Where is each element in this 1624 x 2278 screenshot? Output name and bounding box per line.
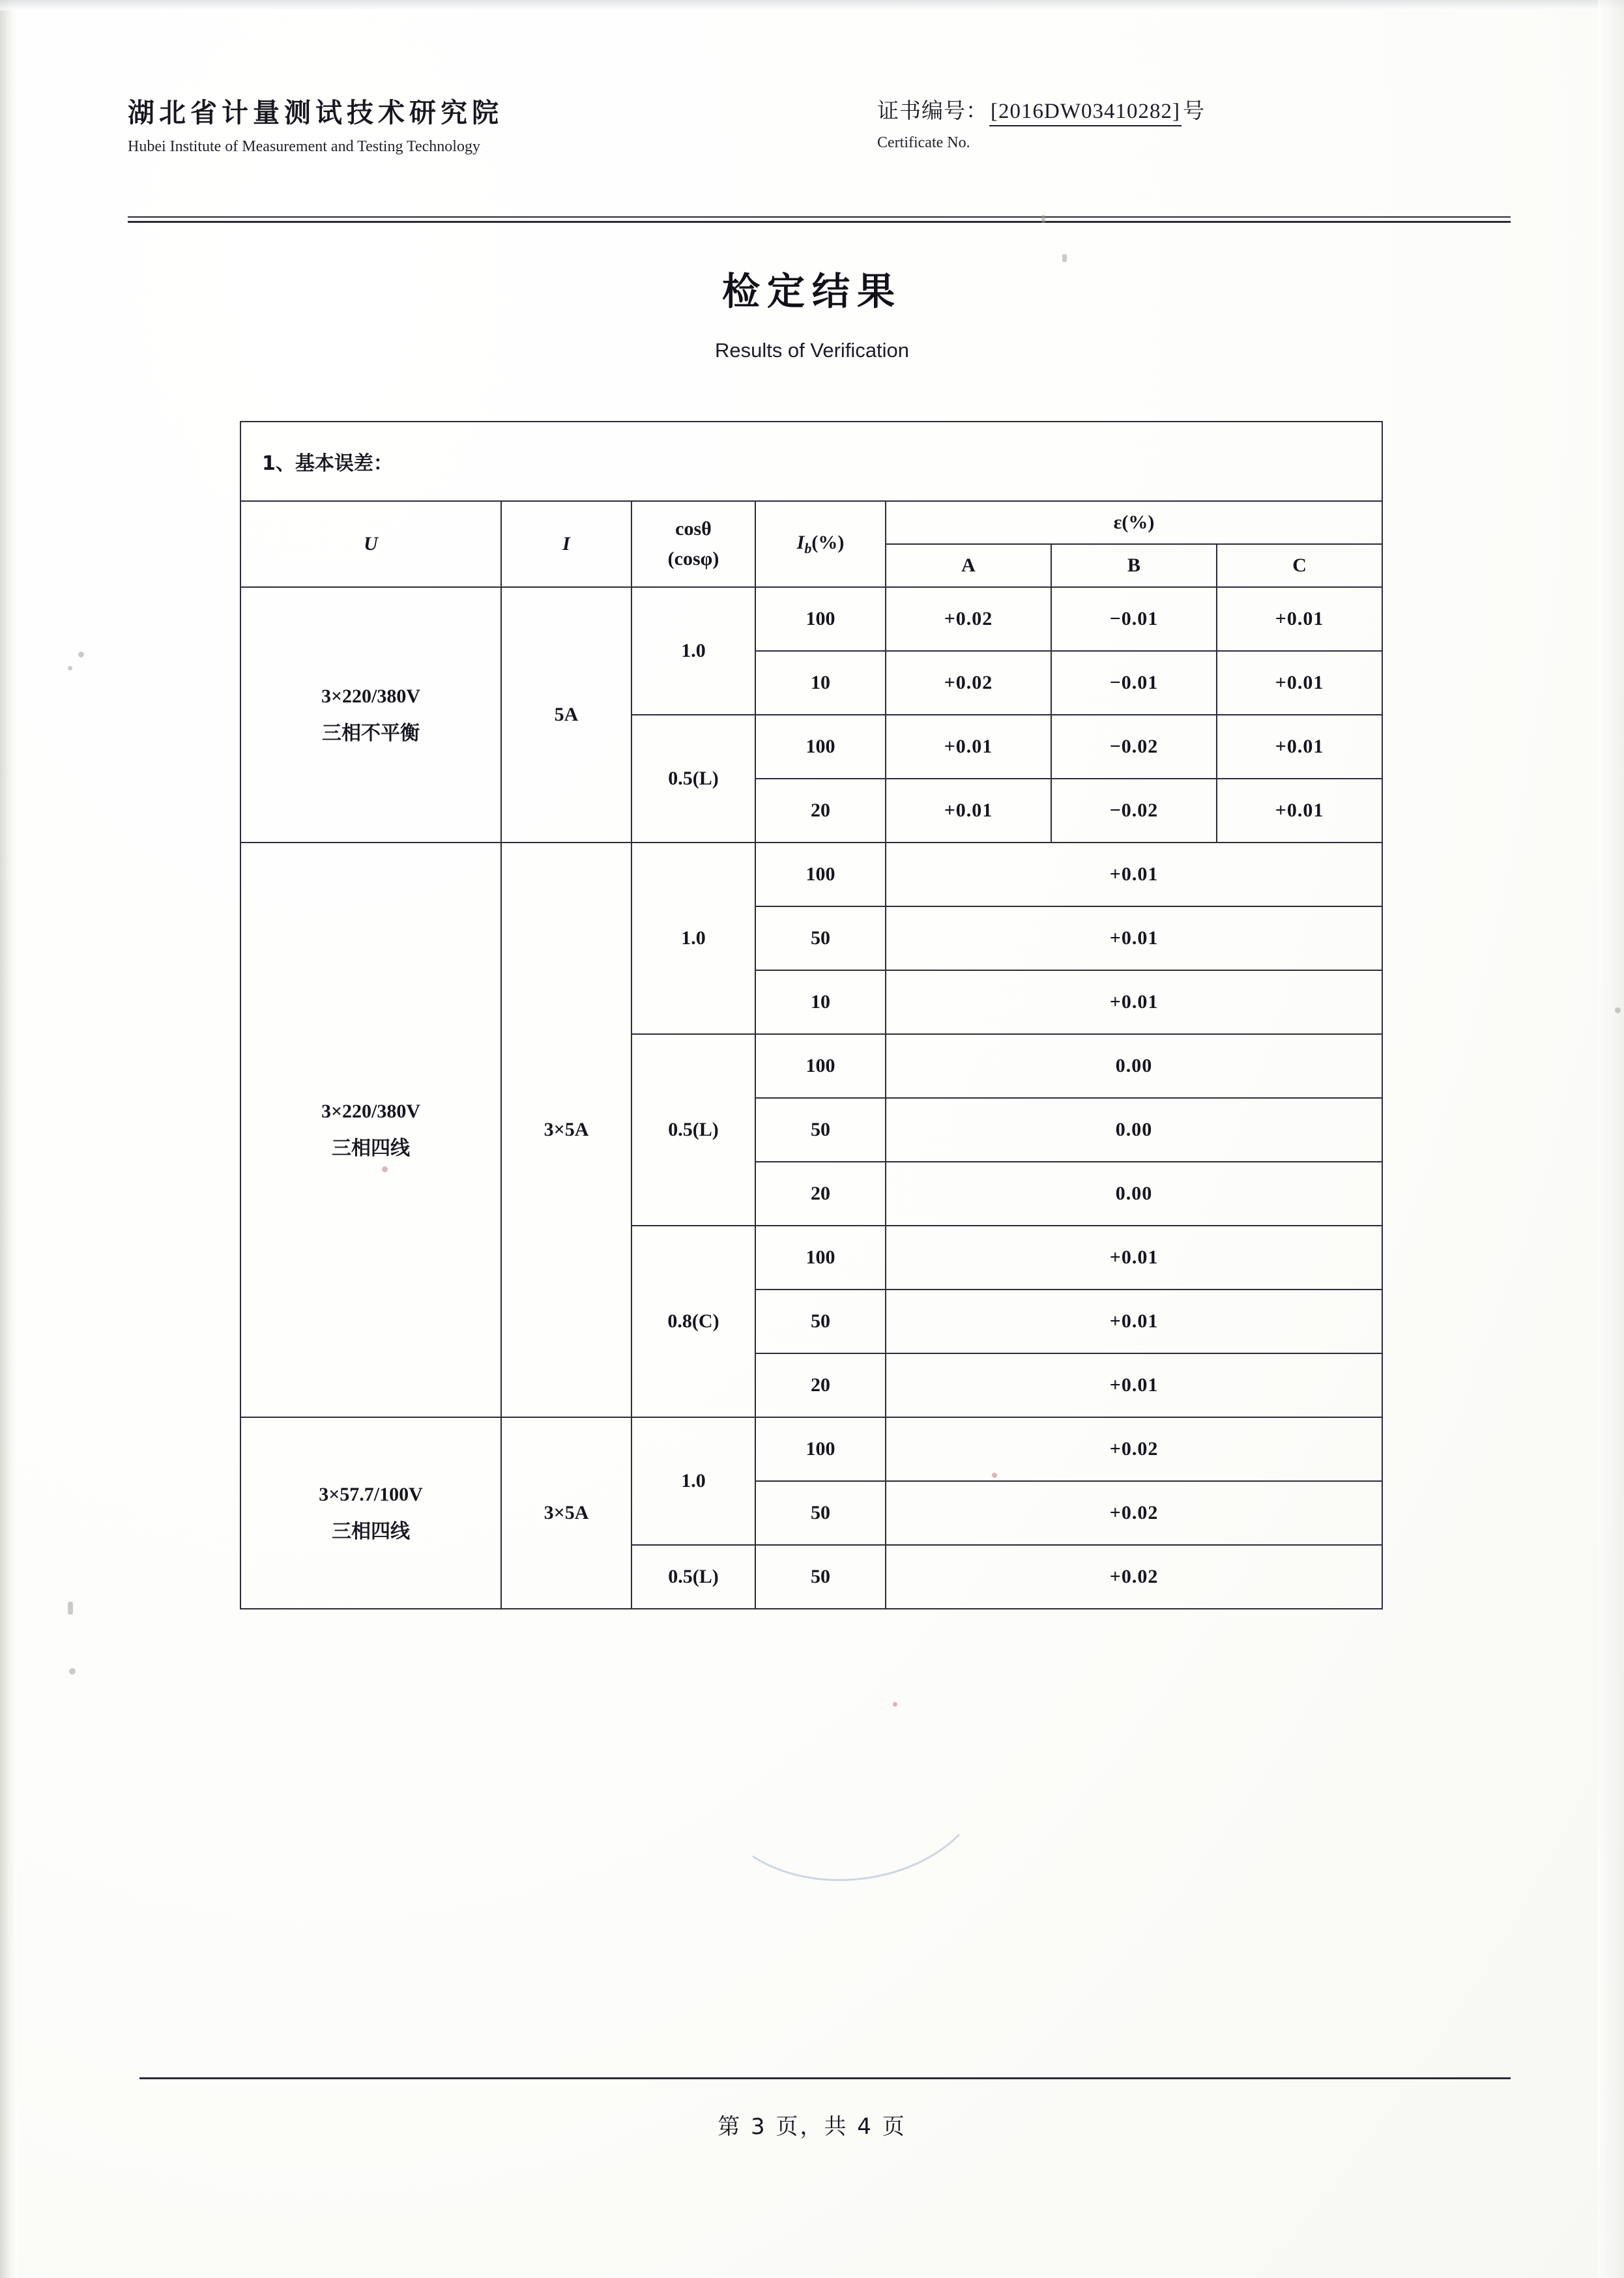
load-cell: 20 [755, 1162, 886, 1226]
page-number: 第 3 页，共 4 页 [718, 2114, 906, 2140]
error-b-cell: −0.01 [1051, 651, 1217, 715]
certificate-label-en: Certificate No. [877, 134, 970, 151]
group-voltage-cell [240, 1417, 501, 1609]
section-title-row [240, 422, 1382, 501]
error-a-cell: +0.02 [886, 651, 1051, 715]
group-current-cell: 3×5A [501, 1417, 631, 1609]
scan-speck [992, 1473, 997, 1478]
error-all-cell: +0.01 [886, 843, 1382, 906]
scan-speck [68, 666, 72, 670]
load-cell: 10 [755, 970, 886, 1034]
header-cos-theta: cosθ [675, 517, 712, 540]
error-all-cell: +0.02 [886, 1481, 1382, 1545]
group-voltage-line1: 3×220/380V [321, 1101, 421, 1122]
load-cell: 100 [755, 587, 886, 651]
header-row-1 [240, 501, 1382, 544]
header-error-epsilon: ε(%) [886, 501, 1382, 544]
error-b-cell: −0.02 [1051, 779, 1217, 843]
error-b-cell: −0.02 [1051, 715, 1217, 779]
scan-speck [382, 1166, 388, 1172]
header-current-label: I [562, 533, 570, 555]
organization-name-en: Hubei Institute of Measurement and Testing Technology [128, 138, 480, 155]
scan-speck [78, 652, 84, 657]
load-cell: 100 [755, 843, 886, 906]
error-all-cell: +0.01 [886, 970, 1382, 1034]
cos-cell: 0.8(C) [631, 1226, 755, 1417]
results-table [240, 421, 1383, 1609]
table-row [240, 587, 1382, 651]
certificate-suffix-cn: 号 [1182, 98, 1204, 123]
section-title: 1、基本误差： [240, 422, 1382, 501]
cos-cell: 0.5(L) [631, 715, 755, 843]
error-all-cell: +0.01 [886, 1290, 1382, 1353]
load-cell: 50 [755, 1290, 886, 1353]
document-header [128, 91, 1509, 156]
cos-cell: 0.5(L) [631, 1034, 755, 1226]
error-all-cell: 0.00 [886, 1034, 1382, 1098]
header-divider [128, 216, 1511, 222]
error-c-cell: +0.01 [1217, 779, 1382, 843]
scan-speck [893, 1702, 897, 1707]
error-c-cell: +0.01 [1217, 587, 1382, 651]
group-voltage-line2: 三相四线 [332, 1138, 410, 1159]
results-table-wrapper [240, 421, 1382, 1609]
load-cell: 10 [755, 651, 886, 715]
scan-speck [1062, 254, 1067, 262]
load-cell: 50 [755, 1545, 886, 1609]
page-title-en: Results of Verification [714, 339, 910, 362]
load-cell: 20 [755, 1353, 886, 1417]
group-voltage-line2: 三相不平衡 [322, 723, 420, 744]
error-all-cell: +0.01 [886, 1226, 1382, 1290]
header-current [501, 501, 631, 587]
error-a-cell: +0.02 [886, 587, 1051, 651]
certificate-number-block [877, 91, 1204, 152]
group-current-cell: 3×5A [501, 843, 631, 1417]
error-all-cell: +0.01 [886, 1353, 1382, 1417]
error-all-cell: +0.01 [886, 906, 1382, 970]
group-voltage-line2: 三相四线 [332, 1521, 410, 1542]
group-voltage-cell [240, 587, 501, 843]
load-cell: 20 [755, 779, 886, 843]
header-phase-b: B [1051, 544, 1217, 587]
error-all-cell: 0.00 [886, 1098, 1382, 1162]
scan-smudge [701, 1667, 998, 1895]
header-ib-unit: (%) [811, 531, 845, 553]
error-c-cell: +0.01 [1217, 715, 1382, 779]
certificate-number-text: 2016DW03410282 [998, 100, 1172, 123]
header-voltage [240, 501, 501, 587]
load-cell: 100 [755, 1417, 886, 1481]
bracket-open: [ [991, 100, 998, 123]
table-row [240, 1417, 1382, 1481]
load-cell: 50 [755, 906, 886, 970]
error-a-cell: +0.01 [886, 779, 1051, 843]
header-load-percent [755, 501, 886, 587]
error-all-cell: 0.00 [886, 1162, 1382, 1226]
results-table-body [240, 422, 1382, 1609]
cos-cell: 1.0 [631, 587, 755, 715]
table-row [240, 843, 1382, 906]
group-voltage-line1: 3×57.7/100V [319, 1484, 423, 1505]
error-a-cell: +0.01 [886, 715, 1051, 779]
load-cell: 50 [755, 1098, 886, 1162]
header-phase-a: A [886, 544, 1051, 587]
error-all-cell: +0.02 [886, 1417, 1382, 1481]
certificate-number-value [989, 100, 1182, 126]
scan-speck [69, 1668, 76, 1675]
load-cell: 100 [755, 1034, 886, 1098]
scan-speck [68, 1602, 73, 1615]
load-cell: 50 [755, 1481, 886, 1545]
scan-speck [1041, 215, 1045, 223]
error-c-cell: +0.01 [1217, 651, 1382, 715]
scan-speck [1615, 1007, 1621, 1013]
organization-name-cn: 湖北省计量测试技术研究院 [128, 97, 503, 128]
cos-cell: 1.0 [631, 1417, 755, 1545]
header-ib-sub: b [804, 540, 812, 556]
header-ib-main: I [796, 531, 805, 553]
cos-cell: 1.0 [631, 843, 755, 1034]
group-voltage-cell [240, 843, 501, 1417]
header-power-factor [631, 501, 755, 587]
bracket-close: ] [1172, 100, 1180, 123]
header-voltage-label: U [364, 533, 378, 555]
certificate-number-line [877, 94, 1204, 126]
error-all-cell: +0.02 [886, 1545, 1382, 1609]
load-cell: 100 [755, 715, 886, 779]
page-title-cn: 检定结果 [721, 269, 902, 313]
header-cos-phi: (cosφ) [667, 548, 719, 570]
footer-divider [139, 2077, 1511, 2079]
cos-cell: 0.5(L) [631, 1545, 755, 1609]
header-phase-c: C [1217, 544, 1382, 587]
group-voltage-line1: 3×220/380V [321, 685, 421, 707]
load-cell: 100 [755, 1226, 886, 1290]
group-current-cell: 5A [501, 587, 631, 843]
organization-block [128, 91, 864, 156]
certificate-label-cn: 证书编号： [877, 98, 988, 123]
error-b-cell: −0.01 [1051, 587, 1217, 651]
